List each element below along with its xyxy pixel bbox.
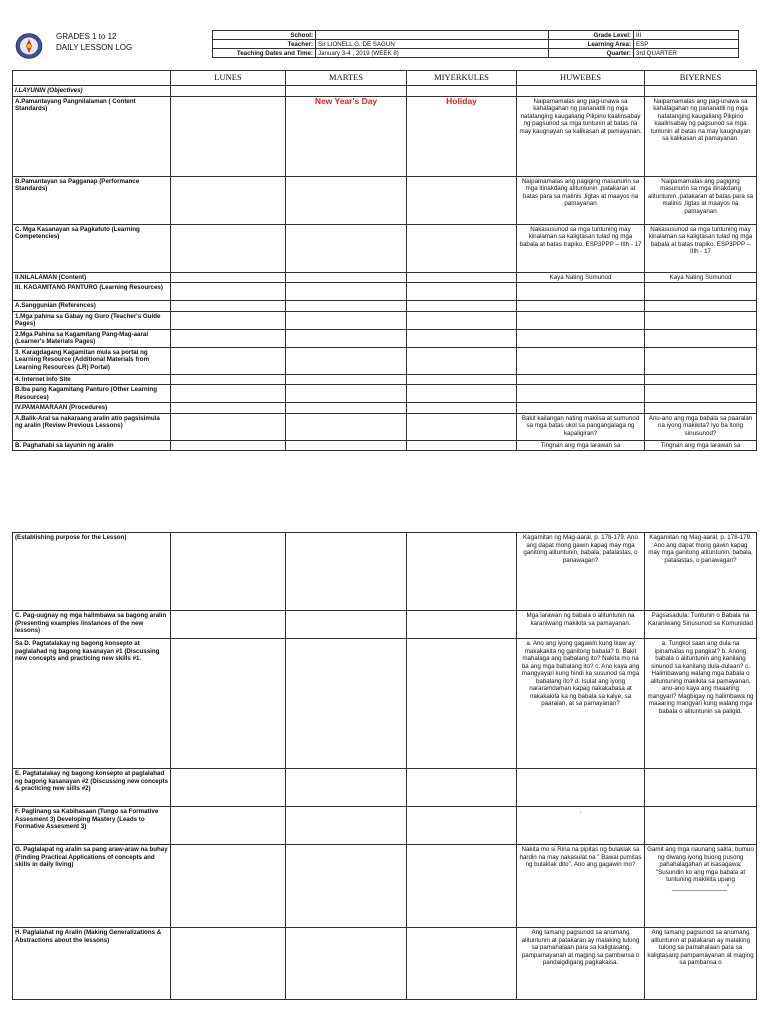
row-label: 2.Mga Pahina sa Kagamitang Pang-Mag-aaral (Learner's Materials Pages) bbox=[13, 329, 171, 347]
day-header-row bbox=[13, 71, 757, 86]
row-label: B.Pamantayan sa Pagganap (Performance Standards) bbox=[13, 176, 171, 224]
day-cell bbox=[407, 272, 517, 283]
area-label: Learning Area: bbox=[549, 40, 634, 49]
lesson-row bbox=[13, 374, 757, 385]
day-cell bbox=[286, 845, 407, 928]
day-cell bbox=[171, 639, 286, 769]
new-years-day-note: New Year's Day bbox=[314, 96, 378, 106]
lesson-row bbox=[13, 769, 757, 807]
biyernes-cell bbox=[645, 311, 757, 329]
huwebes-cell bbox=[517, 385, 645, 403]
huwebes-cell: Naipamamalas ang pag-unawa sa kahalagahan ng pananatili ng mga natatanging kaugaliang Pilipino kaalinsabay ng pagsunod sa mga tuntunin at batas na may kaugnayan sa kalikasan at pamayanan. bbox=[517, 96, 645, 176]
row-label: I.LAYUNIN (Objectives) bbox=[13, 86, 171, 97]
huwebes-cell: a. Ano ang iyong gagawin kung ikaw ay makakakita ng ganitong babala? b. Bakit mahalaga ang babalang ito? Nakita mo na ba ang mga babalang ito? c. Ano kaya ang mangyayari kung hindi ka susunod sa mga babalang ito? d. Isulat ang iyong nararamdaman kapag nakakabasa at nakakakita ka ng babala sa kalye, sa paaralan, at sa pamayanan? bbox=[517, 639, 645, 769]
header bbox=[12, 30, 756, 62]
huwebes-cell bbox=[517, 311, 645, 329]
biyernes-cell: Tingnan ang mga larawan sa bbox=[645, 440, 757, 451]
day-cell bbox=[171, 301, 286, 312]
day-cell bbox=[171, 533, 286, 611]
day-cell bbox=[286, 329, 407, 347]
row-label: E. Pagtatalakay ng bagong konsepto at paglalahad ng bagong kasanayan #2 (Discussing new concepts & practicing new siills #2) bbox=[13, 769, 171, 807]
day-header: MIYERKULES bbox=[407, 71, 517, 86]
day-cell bbox=[286, 283, 407, 301]
huwebes-cell: Mga larawan ng babala o alituntunin na karaniwang makikita sa pamayanan. bbox=[517, 611, 645, 639]
day-cell bbox=[407, 385, 517, 403]
day-cell bbox=[407, 440, 517, 451]
row-label: B.Iba pang Kagamitang Panturo (Other Learning Resources) bbox=[13, 385, 171, 403]
biyernes-cell: Ang tamang pagsunod sa anumang alituntunin at patakaran ay malaking tulong sa pamahalaan para sa kaligtasang pampamayanan at maging sa pambansa o bbox=[645, 928, 757, 1000]
day-cell bbox=[171, 769, 286, 807]
day-cell bbox=[286, 311, 407, 329]
day-cell bbox=[171, 283, 286, 301]
day-cell bbox=[286, 86, 407, 97]
row-label: A.Balik-Aral sa nakaraang aralin at/o pagsisimula ng aralin (Review Previous Lessons) bbox=[13, 413, 171, 440]
quarter-value: 3rd QUARTER bbox=[634, 49, 739, 58]
grade-label: Grade Level: bbox=[549, 31, 634, 40]
row-label: A.Pamantayang Pangnilalaman ( Content Standards) bbox=[13, 96, 171, 176]
day-cell bbox=[407, 224, 517, 272]
day-cell bbox=[407, 413, 517, 440]
row-label: II.NILALAMAN (Content) bbox=[13, 272, 171, 283]
day-cell bbox=[286, 385, 407, 403]
day-header: BIYERNES bbox=[645, 71, 757, 86]
quarter-label: Quarter: bbox=[549, 49, 634, 58]
lesson-row bbox=[13, 807, 757, 845]
huwebes-cell: Tingnan ang mga larawan sa bbox=[517, 440, 645, 451]
day-cell bbox=[407, 96, 517, 176]
day-cell bbox=[286, 413, 407, 440]
lesson-row bbox=[13, 301, 757, 312]
day-cell bbox=[286, 533, 407, 611]
school-value bbox=[316, 31, 549, 40]
day-cell bbox=[171, 311, 286, 329]
huwebes-cell bbox=[517, 301, 645, 312]
log-table-page2-wrap bbox=[12, 532, 756, 1000]
lesson-row bbox=[13, 311, 757, 329]
biyernes-cell bbox=[645, 385, 757, 403]
biyernes-cell bbox=[645, 403, 757, 414]
huwebes-cell: Kagamitan ng Mag-aaral, p. 178-179. Ano ang dapat mong gawin kapag may mga ganitong alituntunin, babala, patalastas, o panawagan? bbox=[517, 533, 645, 611]
day-cell bbox=[171, 385, 286, 403]
day-cell bbox=[407, 769, 517, 807]
grade-value: III bbox=[634, 31, 739, 40]
lesson-row bbox=[13, 86, 757, 97]
day-cell bbox=[407, 301, 517, 312]
day-cell bbox=[286, 272, 407, 283]
huwebes-cell bbox=[517, 86, 645, 97]
day-cell bbox=[407, 807, 517, 845]
day-cell bbox=[407, 374, 517, 385]
day-cell bbox=[407, 403, 517, 414]
day-cell bbox=[171, 413, 286, 440]
huwebes-cell bbox=[517, 769, 645, 807]
day-cell bbox=[286, 224, 407, 272]
lesson-row bbox=[13, 329, 757, 347]
huwebes-cell: Kaya Nating Sumunod bbox=[517, 272, 645, 283]
biyernes-cell bbox=[645, 301, 757, 312]
day-cell bbox=[407, 311, 517, 329]
huwebes-cell: Bakit kailangan nating makiisa at sumunod sa mga batas ukol sa pangangalaga ng kapaligiran? bbox=[517, 413, 645, 440]
lesson-row bbox=[13, 611, 757, 639]
day-cell bbox=[286, 639, 407, 769]
row-label: (Establishing purpose for the Lesson) bbox=[13, 533, 171, 611]
row-label: IV.PAMAMARAAN (Procedures) bbox=[13, 403, 171, 414]
lesson-row bbox=[13, 176, 757, 224]
biyernes-cell: Nakasusunod sa mga tuntuning may kinalaman sa kaligtasan tulad ng mga babala at batas trapiko. ESP3PPP – IIIh - 17 bbox=[645, 224, 757, 272]
lesson-row bbox=[13, 283, 757, 301]
header-title bbox=[42, 31, 222, 53]
huwebes-cell: Nakasusunod sa mga tuntuning may kinalaman sa kaligtasan tulad ng mga babala at batas trapiko. ESP3PPP – IIIh - 17 bbox=[517, 224, 645, 272]
lesson-row bbox=[13, 413, 757, 440]
biyernes-cell: Kagamitan ng Mag-aaral, p. 178-179. Ano ang dapat mong gawin kapag may mga ganitong alituntunin, babala, patalastas, o panawagan? bbox=[645, 533, 757, 611]
day-cell bbox=[286, 769, 407, 807]
day-cell bbox=[171, 86, 286, 97]
dates-value: January 3-4 , 2019 (WEEK 8) bbox=[316, 49, 549, 58]
row-label: B. Paghahabi sa layunin ng aralin bbox=[13, 440, 171, 451]
day-cell bbox=[407, 611, 517, 639]
biyernes-cell: a. Tungkol saan ang dula na ipinamalas ng pangkat? b. Anong babala o alituntunin ang kanilang sinunod sa kanilang dula-dulaan? c. Halimbawang walang mga babala o alituntuning makikita sa pamayanan, ano-ano kaya ang maaaring mangyari? Magbigay ng halimbawa ng maaaring mangyari kung walang mga babala o alituntunin sa paligid. bbox=[645, 639, 757, 769]
biyernes-cell: Kaya Nating Sumunod bbox=[645, 272, 757, 283]
log-table-page1-wrap bbox=[12, 70, 756, 451]
holiday-note: Holiday bbox=[446, 96, 477, 106]
huwebes-cell bbox=[517, 283, 645, 301]
teacher-value: Sir LIONELL G. DE SAGUN bbox=[316, 40, 549, 49]
lesson-row bbox=[13, 928, 757, 1000]
biyernes-cell bbox=[645, 283, 757, 301]
huwebes-cell bbox=[517, 374, 645, 385]
day-cell bbox=[286, 611, 407, 639]
day-cell bbox=[171, 403, 286, 414]
day-cell bbox=[407, 639, 517, 769]
day-cell bbox=[171, 272, 286, 283]
day-cell bbox=[286, 301, 407, 312]
row-label: H. Paglalahat ng Aralin (Making Generalizations & Abstractions about the lessons) bbox=[13, 928, 171, 1000]
lesson-row bbox=[13, 440, 757, 451]
row-label: G. Paglalapat ng aralin sa pang araw-araw na buhay (Finding Practical Applications of concepts and skills in daily living) bbox=[13, 845, 171, 928]
lesson-row bbox=[13, 845, 757, 928]
day-cell bbox=[171, 928, 286, 1000]
row-label: A.Sanggunian (References) bbox=[13, 301, 171, 312]
day-cell bbox=[407, 845, 517, 928]
label-header bbox=[13, 71, 171, 86]
row-label: III. KAGAMITANG PANTURO (Learning Resources) bbox=[13, 283, 171, 301]
biyernes-cell: Naipamamalas ang pagiging masunurin sa mga itinakdang alituntunin ,patakaran at batas para sa malinis ,ligtas at maayos na pamayanan bbox=[645, 176, 757, 224]
day-cell bbox=[407, 86, 517, 97]
day-cell bbox=[407, 283, 517, 301]
day-header: HUWEBES bbox=[517, 71, 645, 86]
biyernes-cell: Pagsasadula: Tuntunin o Babala na Karaniwang Sinusunod sa Komunidad bbox=[645, 611, 757, 639]
day-cell bbox=[171, 96, 286, 176]
lesson-row bbox=[13, 385, 757, 403]
biyernes-cell bbox=[645, 329, 757, 347]
deped-seal-icon bbox=[14, 32, 44, 60]
day-cell bbox=[171, 224, 286, 272]
day-cell bbox=[171, 329, 286, 347]
huwebes-cell bbox=[517, 329, 645, 347]
day-cell bbox=[407, 928, 517, 1000]
day-cell bbox=[407, 347, 517, 374]
huwebes-cell bbox=[517, 403, 645, 414]
biyernes-cell bbox=[645, 86, 757, 97]
row-label: 1.Mga pahina sa Gabay ng Guro (Teacher's Guide Pages) bbox=[13, 311, 171, 329]
lesson-row bbox=[13, 272, 757, 283]
row-label: F. Paglinang sa Kabihasaan (Tungo sa Formative Assesment 3) Developing Mastery (Leads to Formative Assesment 3) bbox=[13, 807, 171, 845]
row-label: 4. Internet Info Site bbox=[13, 374, 171, 385]
log-table-page1 bbox=[12, 70, 757, 451]
lesson-row bbox=[13, 347, 757, 374]
header-line1: GRADES 1 to 12 bbox=[56, 32, 117, 41]
day-cell bbox=[407, 176, 517, 224]
school-label: School: bbox=[213, 31, 316, 40]
lesson-row bbox=[13, 533, 757, 611]
day-cell bbox=[286, 440, 407, 451]
day-header: LUNES bbox=[171, 71, 286, 86]
lesson-row bbox=[13, 96, 757, 176]
biyernes-cell: Naipamamalas ang pag-unawa sa kahalagahan ng pananatili ng mga natatanging kaugaliang Pilipino kaalinsabay ng pagsunod sa mga tuntunin at batas na may kaugnayan sa kalikasan at pamayanan. bbox=[645, 96, 757, 176]
huwebes-cell bbox=[517, 347, 645, 374]
day-cell bbox=[286, 176, 407, 224]
huwebes-cell: . bbox=[517, 807, 645, 845]
huwebes-cell: Nakita mo si Rina na pipitas ng bulaklak sa hardin na may nakasulat na " Bawal pumitas ng bulaklak dito". Ano ang gagawin mo? bbox=[517, 845, 645, 928]
biyernes-cell bbox=[645, 374, 757, 385]
biyernes-cell: Anu-ano ang mga babala sa paaralan na iyong makikita? Iyo ba itong sinusunod? bbox=[645, 413, 757, 440]
teacher-label: Teacher: bbox=[213, 40, 316, 49]
info-table bbox=[212, 30, 739, 58]
day-cell bbox=[171, 807, 286, 845]
biyernes-cell bbox=[645, 347, 757, 374]
log-table-page2 bbox=[12, 532, 757, 1000]
huwebes-cell: Naipamamalas ang pagiging masunurin sa mga itinakdang alituntunin ,patakaran at batas para sa malinis ,ligtas at maayos na pamayanan bbox=[517, 176, 645, 224]
row-label: Sa D. Pagtatalakay ng bagong konsepto at paglalahad ng bagong kasanayan #1 (Discussing new concepts and practicing new skills #1. bbox=[13, 639, 171, 769]
day-cell bbox=[407, 329, 517, 347]
area-value: ESP bbox=[634, 40, 739, 49]
day-header: MARTES bbox=[286, 71, 407, 86]
day-cell bbox=[286, 374, 407, 385]
huwebes-cell: Ang tamang pagsunod sa anumang alituntunin at patakaran ay malaking tulong sa pamahalaan para sa kaligtasang pampamayanan at maging sa pambansa o pandaigdigang pagkakaisa. bbox=[517, 928, 645, 1000]
day-cell bbox=[171, 845, 286, 928]
row-label: C. Pag-uugnay ng mga halimbawa sa bagong aralin (Presenting examples /instances of the new lessons) bbox=[13, 611, 171, 639]
day-cell bbox=[171, 440, 286, 451]
day-cell bbox=[286, 928, 407, 1000]
day-cell bbox=[407, 533, 517, 611]
biyernes-cell: Gamit ang mga naunang salita, bumuo ng diwang iyong buong pusong pahahalagahan at isasagawa: "Susundin ko ang mga babala at tuntuning makikita upang ________________" bbox=[645, 845, 757, 928]
biyernes-cell bbox=[645, 807, 757, 845]
day-cell bbox=[286, 807, 407, 845]
biyernes-cell bbox=[645, 769, 757, 807]
day-cell bbox=[286, 347, 407, 374]
row-label: C. Mga Kasanayan sa Pagkatuto (Learning Competencies) bbox=[13, 224, 171, 272]
day-cell bbox=[171, 611, 286, 639]
lesson-row bbox=[13, 224, 757, 272]
lesson-row bbox=[13, 403, 757, 414]
dates-label: Teaching Dates and Time: bbox=[213, 49, 316, 58]
lesson-row bbox=[13, 639, 757, 769]
day-cell bbox=[171, 374, 286, 385]
day-cell bbox=[171, 347, 286, 374]
day-cell bbox=[286, 96, 407, 176]
header-line2: DAILY LESSON LOG bbox=[56, 43, 133, 52]
day-cell bbox=[171, 176, 286, 224]
day-cell bbox=[286, 403, 407, 414]
row-label: 3. Karagdagang Kagamitan mula sa portal ng Learning Resource (Additional Materials from Learning Resources (LR) Portal) bbox=[13, 347, 171, 374]
